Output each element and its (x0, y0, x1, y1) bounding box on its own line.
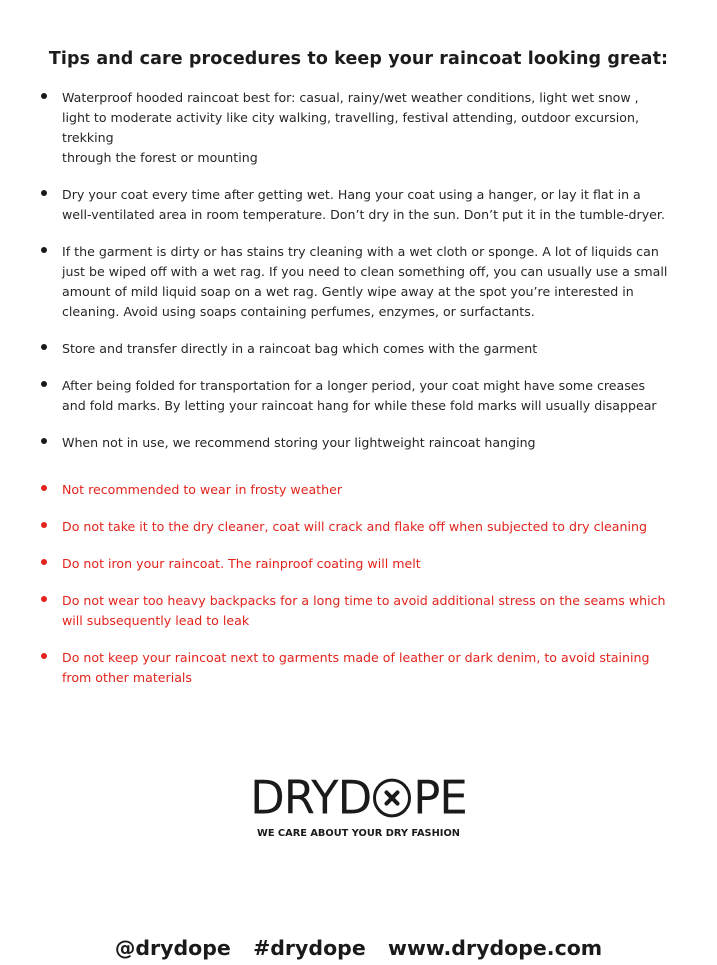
logo-suffix: PE (413, 770, 467, 825)
tip-item (40, 433, 670, 453)
bullet-icon (41, 522, 47, 528)
warning-item (40, 517, 670, 537)
bullet-icon (41, 247, 47, 253)
warning-item (40, 480, 670, 500)
tip-item (40, 339, 670, 359)
bullet-icon (41, 485, 47, 491)
bullet-icon (41, 653, 47, 659)
tip-text: Dry your coat every time after getting wet. Hang your coat using a hanger, or lay it flat in a well-ventilated area in room temperature. Don’t dry in the sun. Don’t put it in the tumble-dryer. (62, 187, 665, 222)
page-title: Tips and care procedures to keep your raincoat looking great: (48, 49, 669, 69)
warning-item (40, 554, 670, 574)
tip-text: Store and transfer directly in a raincoat bag which comes with the garment (62, 341, 538, 356)
warning-text: Do not keep your raincoat next to garments made of leather or dark denim, to avoid staining from other materials (62, 650, 650, 685)
tip-text: If the garment is dirty or has stains try cleaning with a wet cloth or sponge. A lot of liquids can just be wiped off with a wet rag. If you need to clean something off, you can usually use a small amount of mild liquid soap on a wet rag. Gently wipe away at the spot you’re interested in cleaning. Avoid using soaps containing perfumes, enzymes, or surfactants. (62, 244, 668, 319)
brand-logo (0, 770, 717, 825)
tips-list (40, 88, 670, 453)
warning-text: Do not wear too heavy backpacks for a long time to avoid additional stress on the seams which will subsequently lead to leak (62, 593, 666, 628)
circled-x-icon (372, 777, 412, 820)
bullet-icon (41, 190, 47, 196)
warning-item (40, 648, 670, 688)
bullet-icon (41, 596, 47, 602)
bullet-icon (41, 438, 47, 444)
warning-text: Do not take it to the dry cleaner, coat will crack and flake off when subjected to dry cleaning (62, 519, 647, 534)
logo-prefix: DRYD (250, 770, 372, 825)
brand-tagline: WE CARE ABOUT YOUR DRY FASHION (257, 828, 460, 839)
bullet-icon (41, 559, 47, 565)
warning-item (40, 591, 670, 631)
tip-item (40, 242, 670, 322)
footer-social-links: @drydope #drydope www.drydope.com (114, 936, 603, 960)
tip-text: Waterproof hooded raincoat best for: casual, rainy/wet weather conditions, light wet snow , light to moderate activity like city walking, travelling, festival attending, outdoor excursion, trekking through the forest or mounting (62, 90, 639, 165)
warning-text: Do not iron your raincoat. The rainproof coating will melt (62, 556, 421, 571)
bullet-icon (41, 93, 47, 99)
warning-text: Not recommended to wear in frosty weather (62, 482, 343, 497)
tip-item (40, 185, 670, 225)
tip-item (40, 376, 670, 416)
logo-wordmark (250, 770, 467, 825)
bullet-icon (41, 381, 47, 387)
tip-text: After being folded for transportation for a longer period, your coat might have some creases and fold marks. By letting your raincoat hang for while these fold marks will usually disappear (62, 378, 657, 413)
tip-item (40, 88, 670, 168)
tip-text: When not in use, we recommend storing your lightweight raincoat hanging (62, 435, 536, 450)
warnings-list (40, 480, 670, 688)
bullet-icon (41, 344, 47, 350)
